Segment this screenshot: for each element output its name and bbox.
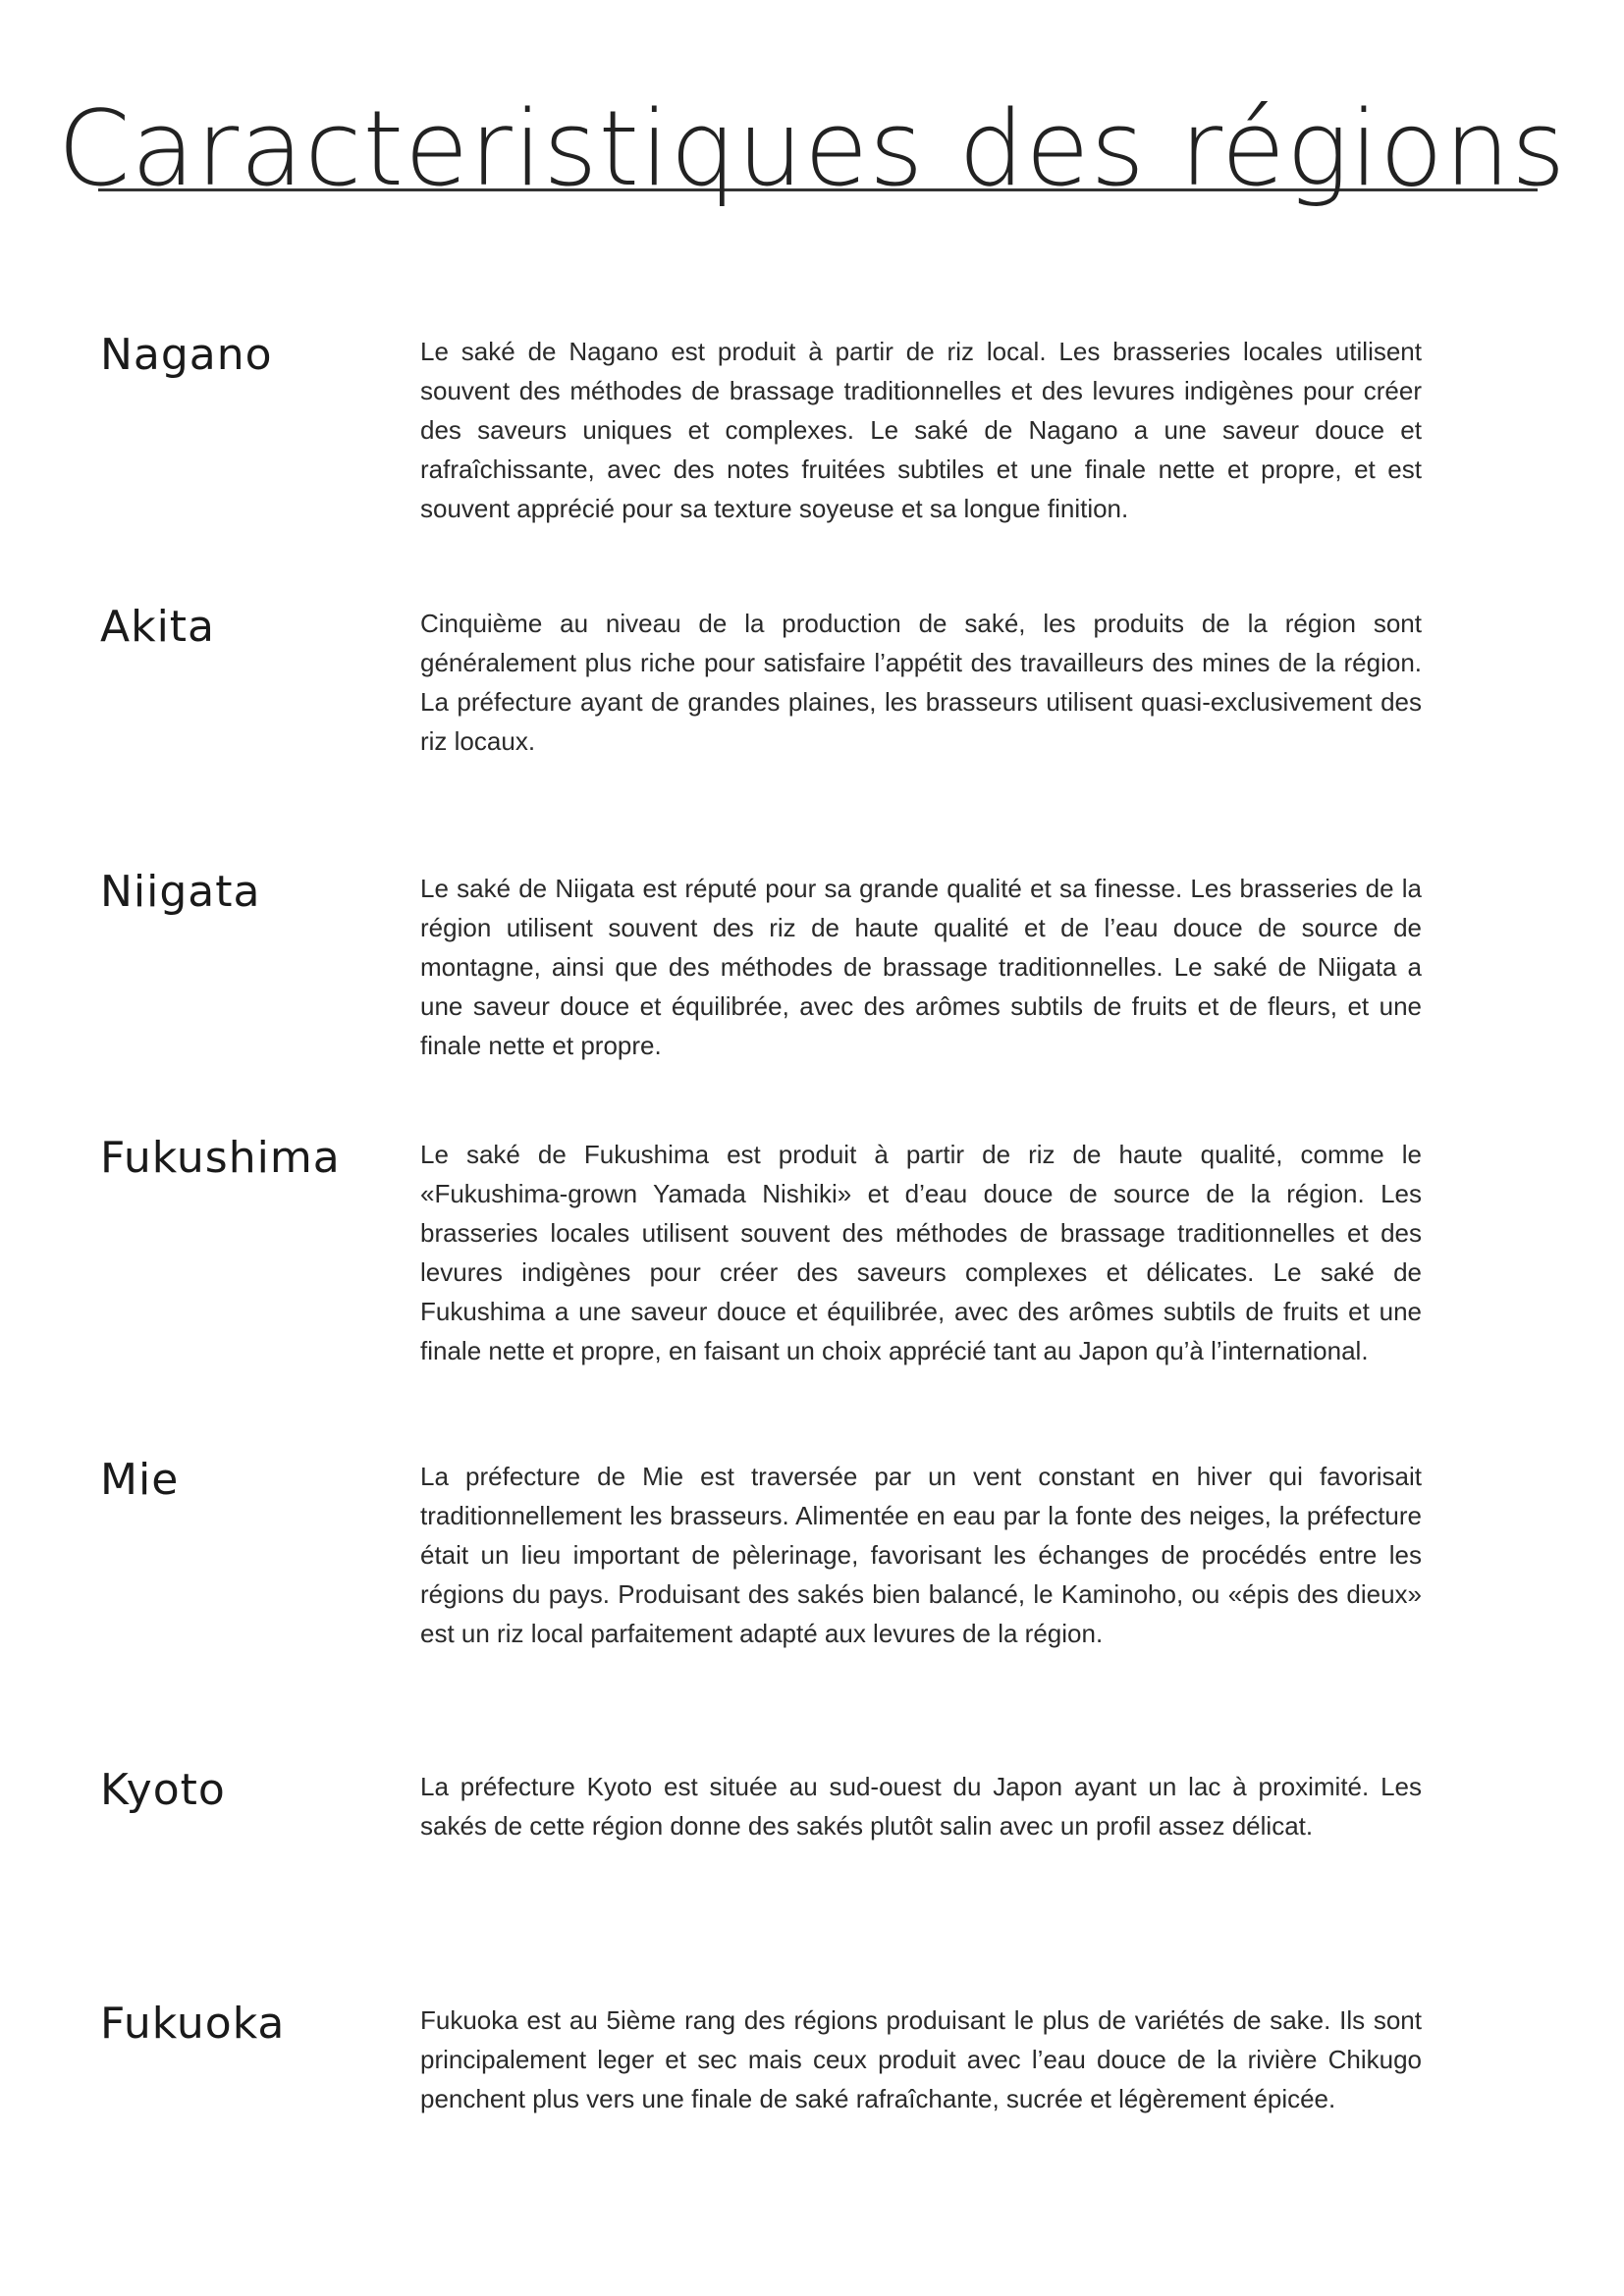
- region-name-nagano: Nagano: [100, 330, 273, 380]
- region-name-mie: Mie: [100, 1455, 180, 1505]
- region-description-fukushima: Le saké de Fukushima est produit à partir de riz de haute qualité, comme le «Fukushima-grown Yamada Nishiki» et d’eau douce de source de la région. Les brasseries locales utilisent souvent des méthodes de brassage traditionnelles et des levures indigènes pour créer des saveurs complexes et délicates. Le saké de Fukushima a une saveur douce et équilibrée, avec des arômes subtils de fruits et une finale nette et propre, en faisant un choix apprécié tant au Japon qu’à l’international.: [420, 1140, 1422, 1365]
- region-description-nagano: Le saké de Nagano est produit à partir de riz local. Les brasseries locales utilisent souvent des méthodes de brassage traditionnelles et des levures indigènes pour créer des saveurs uniques et complexes. Le saké de Nagano a une saveur douce et rafraîchissante, avec des notes fruitées subtiles et une finale nette et propre, et est souvent apprécié pour sa texture soyeuse et sa longue finition.: [420, 337, 1422, 523]
- region-description-fukuoka: Fukuoka est au 5ième rang des régions produisant le plus de variétés de sake. Ils sont principalement leger et sec mais ceux produit avec l’eau douce de la rivière Chikugo penchent plus vers une finale de saké rafraîchante, sucrée et légèrement épicée.: [420, 2005, 1422, 2113]
- region-name-kyoto: Kyoto: [100, 1765, 226, 1815]
- region-description-kyoto: La préfecture Kyoto est située au sud-ouest du Japon ayant un lac à proximité. Les sakés de cette région donne des sakés plutôt salin avec un profil assez délicat.: [420, 1772, 1422, 1841]
- region-name-akita: Akita: [100, 602, 216, 652]
- region-description-akita: Cinquième au niveau de la production de saké, les produits de la région sont généralement plus riche pour satisfaire l’appétit des travailleurs des mines de la région. La préfecture ayant de grandes plaines, les brasseurs utilisent quasi-exclusivement des riz locaux.: [420, 609, 1422, 756]
- region-name-niigata: Niigata: [100, 867, 261, 917]
- region-name-fukushima: Fukushima: [100, 1133, 341, 1183]
- page-title: Caracteristiques des régions: [57, 88, 1567, 209]
- region-description-mie: La préfecture de Mie est traversée par un vent constant en hiver qui favorisait traditionnellement les brasseurs. Alimentée en eau par la fonte des neiges, la préfecture était un lieu important de pèlerinage, favorisant les échanges de procédés entre les régions du pays. Produisant des sakés bien balancé, le Kaminoho, ou «épis des dieux» est un riz local parfaitement adapté aux levures de la région.: [420, 1462, 1422, 1648]
- region-name-fukuoka: Fukuoka: [100, 1999, 286, 2049]
- region-description-niigata: Le saké de Niigata est réputé pour sa grande qualité et sa finesse. Les brasseries de la région utilisent souvent des riz de haute qualité et de l’eau douce de source de montagne, ainsi que des méthodes de brassage traditionnelles. Le saké de Niigata a une saveur douce et équilibrée, avec des arômes subtils de fruits et de fleurs, et une finale nette et propre.: [420, 874, 1422, 1060]
